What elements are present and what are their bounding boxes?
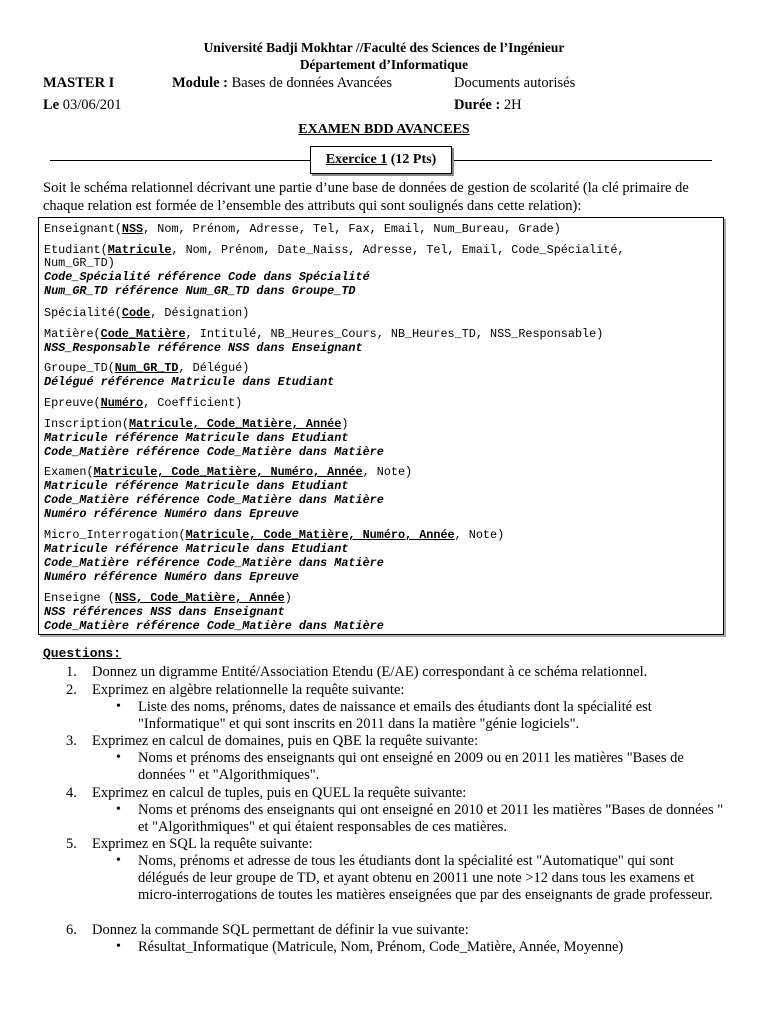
relation-etudiant-cont: Num_GR_TD) <box>44 256 115 270</box>
bullet-icon: • <box>116 802 121 817</box>
foreign-key: Matricule référence Matricule dans Etudiant <box>44 542 349 556</box>
question-detail: Noms, prénoms et adresse de tous les étudiants dont la spécialité est "Automatique" qui sont délégués de leur groupe de TD, et ayant obtenu en 20011 une note >12 dans tous les examens et micro-interrogations de toutes les matières enseignées que par des enseignants de grade professeur. <box>138 853 713 903</box>
divider-right <box>452 160 712 161</box>
foreign-key: Code_Matière référence Code_Matière dans Matière <box>44 445 384 459</box>
relation-examen <box>44 465 412 479</box>
question-number: 2. <box>66 682 77 698</box>
relation-matiere <box>44 327 603 341</box>
relation-inscription <box>44 417 348 431</box>
primary-key: Matricule <box>107 243 172 257</box>
exercise-label: Exercice 1 <box>325 152 388 167</box>
primary-key: Matricule, Code_Matière, Année <box>128 417 342 431</box>
attributes: ) <box>284 591 292 605</box>
question-text: Donnez la commande SQL permettant de définir la vue suivante: <box>92 922 469 938</box>
module-info <box>172 75 392 92</box>
foreign-key: Délégué référence Matricule dans Etudiant <box>44 375 335 389</box>
date-label: Le <box>43 97 60 113</box>
intro-text: Soit le schéma relationnel décrivant une partie d’une base de données de gestion de scolarité (la clé primaire de chaque relation est formée de l’ensemble des attributs qui sont soulignés dans cette relation): <box>43 180 689 214</box>
relation-name: Examen( <box>44 465 94 479</box>
bullet-icon: • <box>116 750 121 765</box>
relation-micro-interrogation <box>44 528 504 542</box>
foreign-key: Numéro référence Numéro dans Epreuve <box>44 570 299 584</box>
question-detail: Noms et prénoms des enseignants qui ont enseigné en 2009 ou en 2011 les matières "Bases de données " et "Algorithmiques". <box>138 750 684 783</box>
relation-name: Matière( <box>44 327 101 341</box>
relation-name: Epreuve( <box>44 396 101 410</box>
foreign-key: NSS_Responsable référence NSS dans Enseignant <box>44 341 363 355</box>
foreign-key: Code_Matière référence Code_Matière dans Matière <box>44 556 384 570</box>
relation-name: Enseigne ( <box>44 591 115 605</box>
relation-epreuve <box>44 396 242 410</box>
attributes: , Désignation) <box>150 306 250 320</box>
foreign-key: Code_Matière référence Code_Matière dans Matière <box>44 493 384 507</box>
date-value: 03/06/201 <box>59 97 122 113</box>
foreign-key: Code_Matière référence Code_Matière dans Matière <box>44 619 384 633</box>
relation-name: Enseignant( <box>44 222 122 236</box>
question-text: Exprimez en algèbre relationnelle la requête suivante: <box>92 682 405 698</box>
foreign-key: Matricule référence Matricule dans Etudiant <box>44 479 349 493</box>
bullet-icon: • <box>116 853 121 868</box>
university-name: Université Badji Mokhtar //Faculté des Sciences de l’Ingénieur <box>203 40 565 55</box>
module-value: Bases de données Avancées <box>227 75 392 91</box>
attributes: , Intitulé, NB_Heures_Cours, NB_Heures_TD, NSS_Responsable) <box>185 327 604 341</box>
attributes: , Nom, Prénom, Date_Naiss, Adresse, Tel, Email, Code_Spécialité, <box>171 243 625 257</box>
question-text: Exprimez en calcul de tuples, puis en QUEL la requête suivante: <box>92 785 467 801</box>
relation-enseignant <box>44 222 561 236</box>
question-number: 3. <box>66 733 77 749</box>
attributes: , Nom, Prénom, Adresse, Tel, Fax, Email, Num_Bureau, Grade) <box>143 222 561 236</box>
relation-groupe-td <box>44 361 249 375</box>
relation-etudiant <box>44 243 625 257</box>
primary-key: Code <box>121 306 151 320</box>
department-name: Département d’Informatique <box>299 57 469 72</box>
documents-note: Documents autorisés <box>454 75 576 91</box>
bullet-icon: • <box>116 939 121 954</box>
primary-key: Matricule, Code_Matière, Numéro, Année <box>93 465 363 479</box>
attributes: ) <box>341 417 349 431</box>
exam-date <box>43 97 122 114</box>
schema-box <box>38 217 724 635</box>
relation-name: Etudiant( <box>44 243 108 257</box>
foreign-key: Numéro référence Numéro dans Epreuve <box>44 507 299 521</box>
question-detail: Liste des noms, prénoms, dates de naissance et emails des étudiants dont la spécialité est "Informatique" et qui sont inscrits en 2011 dans la matière "génie logiciels". <box>138 699 652 732</box>
question-number: 6. <box>66 922 77 938</box>
foreign-key: Num_GR_TD référence Num_GR_TD dans Groupe_TD <box>44 284 356 298</box>
relation-name: Spécialité( <box>44 306 122 320</box>
question-number: 5. <box>66 836 77 852</box>
attributes: , Note) <box>454 528 505 542</box>
attributes: , Note) <box>362 465 413 479</box>
module-label: Module : <box>172 75 228 91</box>
divider-left <box>50 160 310 161</box>
duration-value: 2H <box>500 97 522 113</box>
attributes: , Délégué) <box>178 361 250 375</box>
question-detail: Noms et prénoms des enseignants qui ont enseigné en 2010 et 2011 les matières "Bases de données " et "Algorithmiques" et qui étaient responsables de ces matières. <box>138 802 724 835</box>
attributes: , Coefficient) <box>143 396 243 410</box>
relation-enseigne <box>44 591 292 605</box>
primary-key: Code_Matière <box>100 327 186 341</box>
primary-key: NSS <box>121 222 144 236</box>
foreign-key: Matricule référence Matricule dans Etudiant <box>44 431 349 445</box>
question-text: Exprimez en calcul de domaines, puis en QBE la requête suivante: <box>92 733 479 749</box>
question-detail: Résultat_Informatique (Matricule, Nom, Prénom, Code_Matière, Année, Moyenne) <box>138 939 624 955</box>
exercise-points: (12 Pts) <box>387 152 437 167</box>
level: MASTER I <box>43 75 115 91</box>
primary-key: Numéro <box>100 396 144 410</box>
relation-specialite <box>44 306 249 320</box>
question-number: 1. <box>66 664 77 680</box>
exam-title: EXAMEN BDD AVANCEES <box>298 122 470 137</box>
primary-key: Matricule, Code_Matière, Numéro, Année <box>185 528 455 542</box>
primary-key: NSS, Code_Matière, Année <box>114 591 285 605</box>
primary-key: Num_GR_TD <box>114 361 179 375</box>
relation-name: Groupe_TD( <box>44 361 115 375</box>
question-text: Exprimez en SQL la requête suivante: <box>92 836 313 852</box>
relation-name: Micro_Interrogation( <box>44 528 186 542</box>
question-text: Donnez un digramme Entité/Association Etendu (E/AE) correspondant à ce schéma relationnel. <box>92 664 648 680</box>
bullet-icon: • <box>116 699 121 714</box>
exam-duration <box>454 97 522 114</box>
foreign-key: Code_Spécialité référence Code dans Spécialité <box>44 270 370 284</box>
duration-label: Durée : <box>454 97 501 113</box>
exercise-box <box>310 146 452 174</box>
foreign-key: NSS références NSS dans Enseignant <box>44 605 285 619</box>
questions-title: Questions: <box>43 646 122 661</box>
question-number: 4. <box>66 785 77 801</box>
relation-name: Inscription( <box>44 417 129 431</box>
